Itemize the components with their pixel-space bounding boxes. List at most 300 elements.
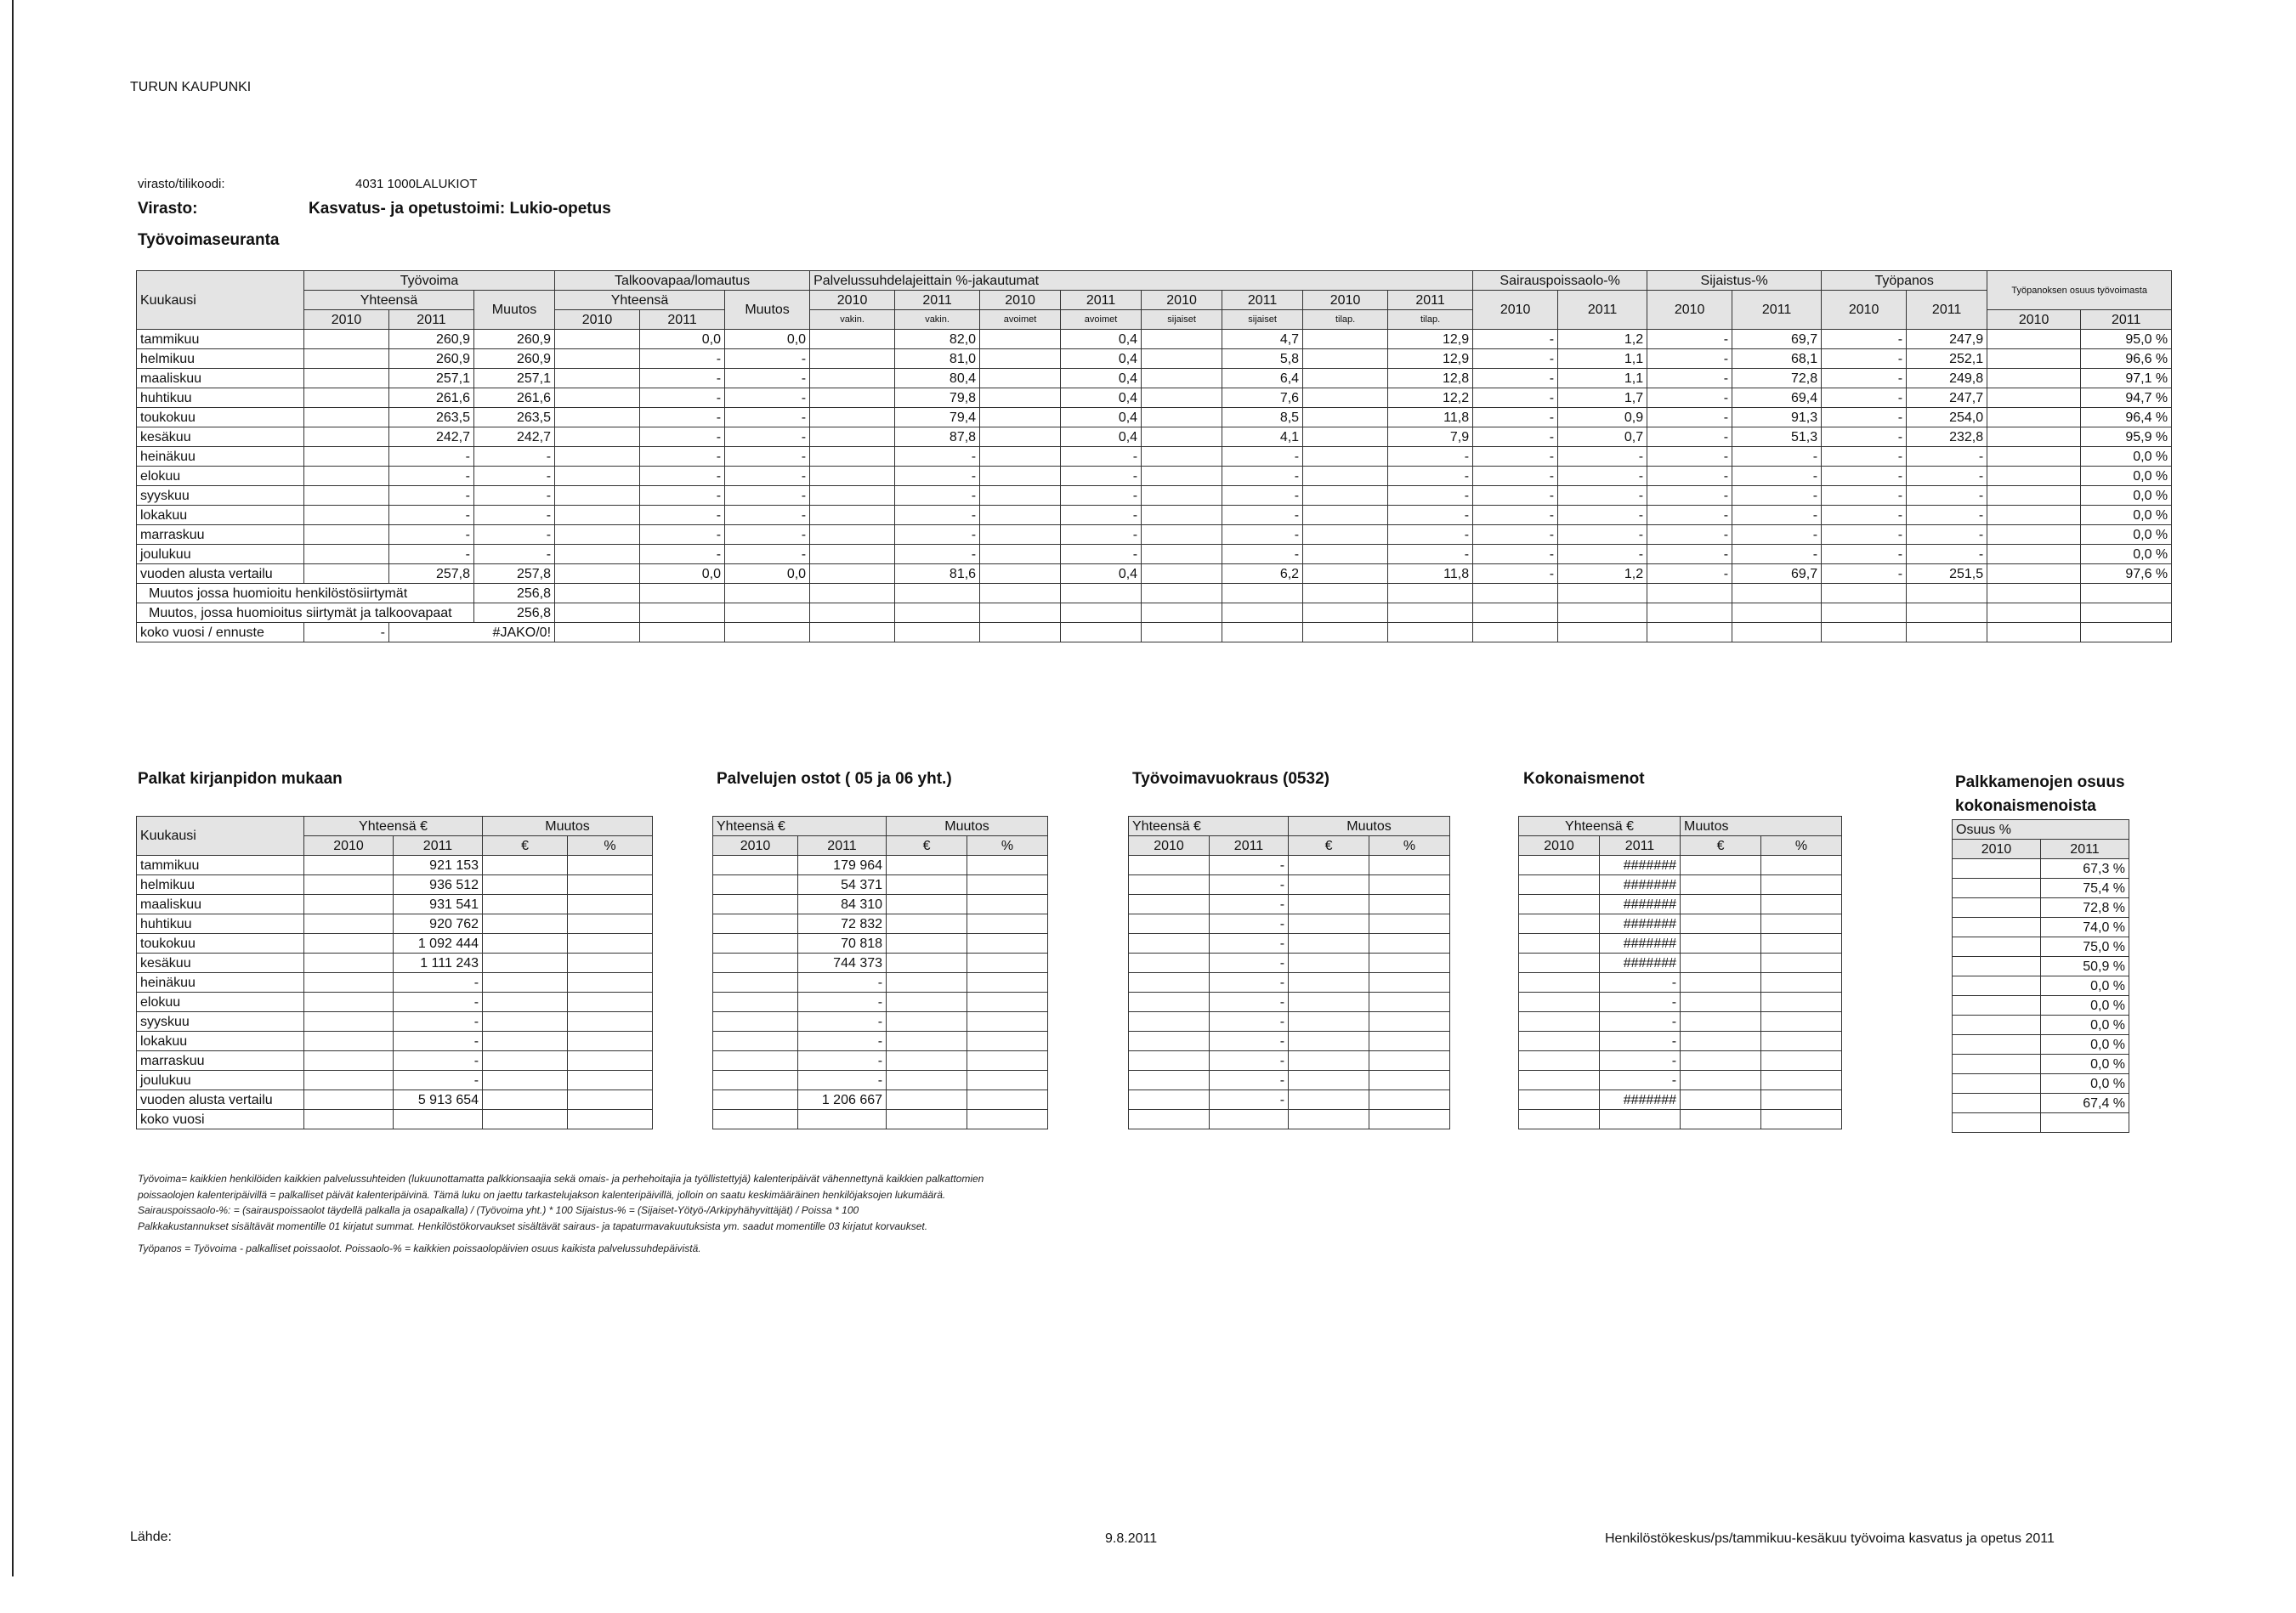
muutos-header: Muutos [887, 817, 1048, 836]
value-cell: - [1210, 993, 1289, 1012]
empty-cell [1369, 1110, 1450, 1129]
table-row [1953, 918, 2129, 937]
table-row [1129, 914, 1450, 934]
value-cell: 12,9 [1388, 349, 1473, 369]
value-cell: - [474, 506, 555, 525]
table-row [1519, 973, 1842, 993]
table-row [713, 1090, 1048, 1110]
code-value: 4031 1000LALUKIOT [355, 177, 478, 191]
note-line: Työpanos = Työvoima - palkalliset poissaolot. Poissaolo-% = kaikkien poissaolopäivien osuus kaikista palvelussuhdepäivistä. [138, 1242, 701, 1254]
empty-cell [1953, 996, 2041, 1016]
value-cell: 242,7 [474, 427, 555, 447]
empty-cell [1519, 973, 1600, 993]
empty-cell [967, 993, 1048, 1012]
table-row [713, 875, 1048, 895]
year-2011: 2011 [389, 310, 474, 330]
empty-cell [304, 1071, 394, 1090]
value-cell [1987, 349, 2081, 369]
value-cell [980, 506, 1061, 525]
value-cell: - [725, 369, 810, 388]
value-cell: 72,8 % [2041, 898, 2129, 918]
value-cell: - [1061, 506, 1142, 525]
value-cell: - [1473, 486, 1558, 506]
year-2011: 2011 [1210, 836, 1289, 856]
value-cell: - [1647, 467, 1732, 486]
value-cell: 0,4 [1061, 427, 1142, 447]
value-cell: 251,5 [1907, 564, 1987, 584]
value-cell: - [1210, 1051, 1289, 1071]
value-cell: 254,0 [1907, 408, 1987, 427]
empty-cell [1289, 973, 1369, 993]
table-row [137, 408, 2172, 427]
value-cell [304, 506, 389, 525]
empty-cell [483, 1051, 568, 1071]
empty-cell [1953, 957, 2041, 976]
value-cell: - [1210, 934, 1289, 954]
table-row [137, 447, 2172, 467]
talkoo-yhteensa-header: Yhteensä [555, 291, 725, 310]
value-cell: 0,7 [1558, 427, 1647, 447]
empty-cell [887, 1090, 967, 1110]
value-cell: - [1473, 467, 1558, 486]
value-cell: - [1210, 1090, 1289, 1110]
value-cell: - [1822, 467, 1907, 486]
empty-cell [483, 1090, 568, 1110]
value-cell: 0,0 % [2081, 525, 2172, 545]
empty-cell [304, 934, 394, 954]
month-cell: maaliskuu [137, 369, 304, 388]
value-cell: - [725, 388, 810, 408]
value-cell: 81,6 [895, 564, 980, 584]
empty-cell [967, 875, 1048, 895]
sub-avoimet: avoimet [980, 310, 1061, 330]
value-cell [980, 564, 1061, 584]
value-cell [304, 467, 389, 486]
empty-cell [725, 623, 810, 642]
value-cell: - [1473, 349, 1558, 369]
empty-cell [967, 914, 1048, 934]
table-row [713, 914, 1048, 934]
value-cell: - [1061, 525, 1142, 545]
value-cell: - [1473, 564, 1558, 584]
empty-cell [483, 856, 568, 875]
value-cell: - [1732, 486, 1822, 506]
empty-cell [713, 1051, 798, 1071]
value-cell [980, 330, 1061, 349]
empty-cell [1761, 875, 1842, 895]
month-cell: kesäkuu [137, 427, 304, 447]
osuus-pct-header: Osuus % [1953, 820, 2129, 840]
table-row [1519, 934, 1842, 954]
value-cell [1987, 330, 2081, 349]
value-cell [1303, 467, 1388, 486]
empty-cell [1907, 603, 1987, 623]
empty-cell [483, 895, 568, 914]
office-value: Kasvatus- ja opetustoimi: Lukio-opetus [309, 200, 611, 218]
pct-header: % [1761, 836, 1842, 856]
empty-cell [895, 623, 980, 642]
value-cell: 0,4 [1061, 408, 1142, 427]
empty-cell [713, 1110, 798, 1129]
value-cell: 74,0 % [2041, 918, 2129, 937]
table-row [1129, 954, 1450, 973]
value-cell: - [1647, 447, 1732, 467]
value-cell [980, 447, 1061, 467]
empty-cell [568, 875, 653, 895]
value-cell: - [798, 1012, 887, 1032]
empty-cell [967, 895, 1048, 914]
value-cell: 96,4 % [2081, 408, 2172, 427]
year-2011: 2011 [895, 291, 980, 310]
value-cell: 87,8 [895, 427, 980, 447]
table-row [137, 564, 2172, 584]
yhteensa-eur-header: Yhteensä € [1129, 817, 1289, 836]
value-cell: - [640, 506, 725, 525]
value-cell: - [1558, 506, 1647, 525]
note-line: Sairauspoissaolo-%: = (sairauspoissaolot täydellä palkalla ja osapalkalla) / (Työvoima yht.) * 100 Sijaistus-% = (Sijaiset-Yötyö-/Arkipyhähyvittäjät) / Poissa * 100 [138, 1204, 859, 1216]
table-row [137, 1071, 653, 1090]
empty-cell [1369, 954, 1450, 973]
empty-cell [713, 934, 798, 954]
value-cell: 0,0 % [2041, 976, 2129, 996]
value-cell: 257,1 [474, 369, 555, 388]
empty-cell [568, 934, 653, 954]
vuokraus-table [1128, 816, 1450, 1129]
value-cell: - [725, 408, 810, 427]
value-cell: - [389, 447, 474, 467]
summary-row [137, 623, 2172, 642]
empty-cell [640, 623, 725, 642]
table-row [137, 388, 2172, 408]
value-cell: 260,9 [474, 349, 555, 369]
value-cell: - [1558, 467, 1647, 486]
table-row [137, 545, 2172, 564]
footer-source: Lähde: [130, 1530, 172, 1544]
table-row [1953, 879, 2129, 898]
empty-cell [713, 993, 798, 1012]
empty-cell [713, 856, 798, 875]
value-cell: 84 310 [798, 895, 887, 914]
value-cell: - [895, 525, 980, 545]
value-cell: 8,5 [1222, 408, 1303, 427]
value-cell: - [725, 506, 810, 525]
value-cell: 82,0 [895, 330, 980, 349]
empty-cell [887, 1051, 967, 1071]
value-cell: 0,4 [1061, 330, 1142, 349]
value-cell: - [474, 545, 555, 564]
value-cell [810, 447, 895, 467]
empty-cell [1142, 603, 1222, 623]
month-cell: heinäkuu [137, 973, 304, 993]
empty-cell [713, 875, 798, 895]
value-cell: 4,7 [1222, 330, 1303, 349]
kuukausi-header: Kuukausi [137, 817, 304, 856]
empty-cell [304, 895, 394, 914]
empty-cell [1822, 584, 1907, 603]
empty-cell [1681, 993, 1761, 1012]
value-cell: - [394, 1032, 483, 1051]
value-cell [1987, 525, 2081, 545]
value-cell: - [1210, 895, 1289, 914]
table-row [137, 467, 2172, 486]
value-cell: 936 512 [394, 875, 483, 895]
value-cell [555, 467, 640, 486]
value-cell: ####### [1600, 875, 1681, 895]
empty-cell [1732, 603, 1822, 623]
empty-cell [1369, 1071, 1450, 1090]
table-row [137, 875, 653, 895]
empty-cell [1369, 993, 1450, 1012]
value-cell: - [1210, 1032, 1289, 1051]
empty-cell [483, 1032, 568, 1051]
empty-cell [1369, 934, 1450, 954]
year-2011: 2011 [1732, 291, 1822, 330]
value-cell [1600, 1110, 1681, 1129]
value-cell: - [1473, 408, 1558, 427]
empty-cell [1953, 1016, 2041, 1035]
value-cell: 6,4 [1222, 369, 1303, 388]
value-cell [798, 1110, 887, 1129]
value-cell: - [1222, 525, 1303, 545]
value-cell: 0,0 [725, 564, 810, 584]
value-cell: 95,0 % [2081, 330, 2172, 349]
year-2011: 2011 [2081, 310, 2172, 330]
empty-cell [1129, 1051, 1210, 1071]
value-cell [1303, 369, 1388, 388]
value-cell: - [394, 1051, 483, 1071]
value-cell [810, 427, 895, 447]
section-title: Työvoimaseuranta [138, 231, 280, 249]
saira-header: Sairauspoissaolo-% [1473, 271, 1647, 291]
table-row [713, 973, 1048, 993]
empty-cell [1681, 954, 1761, 973]
value-cell: - [640, 525, 725, 545]
value-cell: ####### [1600, 895, 1681, 914]
value-cell: ####### [1600, 1090, 1681, 1110]
value-cell: - [1210, 954, 1289, 973]
value-cell: 1,7 [1558, 388, 1647, 408]
table-row [1519, 875, 1842, 895]
value-cell [1987, 506, 2081, 525]
table-row [1129, 1012, 1450, 1032]
empty-cell [304, 1032, 394, 1051]
empty-cell [1369, 973, 1450, 993]
year-2011: 2011 [2041, 840, 2129, 859]
empty-cell [725, 584, 810, 603]
empty-cell [1953, 1055, 2041, 1074]
empty-cell [1519, 954, 1600, 973]
month-cell: marraskuu [137, 525, 304, 545]
value-cell [555, 369, 640, 388]
empty-cell [483, 914, 568, 934]
value-cell: - [1222, 506, 1303, 525]
value-cell: 261,6 [389, 388, 474, 408]
month-cell: toukokuu [137, 408, 304, 427]
value-cell: - [1822, 506, 1907, 525]
value-cell [980, 427, 1061, 447]
muutos-header: Muutos [483, 817, 653, 836]
empty-cell [555, 603, 640, 623]
value-cell: - [640, 486, 725, 506]
empty-cell [568, 1012, 653, 1032]
empty-cell [2081, 603, 2172, 623]
empty-cell [1519, 1012, 1600, 1032]
empty-cell [713, 1071, 798, 1090]
value-cell: - [1473, 330, 1558, 349]
empty-cell [1388, 603, 1473, 623]
value-cell: - [1600, 1071, 1681, 1090]
month-cell: elokuu [137, 467, 304, 486]
empty-cell [967, 1032, 1048, 1051]
value-cell: - [1647, 388, 1732, 408]
value-cell [1987, 486, 2081, 506]
value-cell: ####### [1600, 934, 1681, 954]
value-cell: ####### [1600, 856, 1681, 875]
table-row [1953, 859, 2129, 879]
value-cell: - [394, 993, 483, 1012]
value-cell: - [1647, 427, 1732, 447]
table-row [713, 934, 1048, 954]
osuus-title-1: Palkkamenojen osuus [1955, 773, 2125, 791]
value-cell [810, 408, 895, 427]
empty-cell [1369, 914, 1450, 934]
value-cell: - [640, 427, 725, 447]
empty-cell [1129, 993, 1210, 1012]
summary-label: Muutos, jossa huomioitus siirtymät ja talkoovapaat [137, 603, 474, 623]
table-row [137, 934, 653, 954]
empty-cell [1681, 1110, 1761, 1129]
value-cell [555, 545, 640, 564]
note-line: Palkkakustannukset sisältävät momentille 01 kirjatut summat. Henkilöstökorvaukset sisältävät sairaus- ja tapaturmavakuutuksista ym. saadut momentille 03 kirjatut korvaukset. [138, 1220, 928, 1232]
empty-cell [887, 954, 967, 973]
empty-cell [1761, 954, 1842, 973]
value-cell: - [474, 467, 555, 486]
pct-header: % [568, 836, 653, 856]
value-cell: 69,7 [1732, 564, 1822, 584]
year-2010: 2010 [1129, 836, 1210, 856]
value-cell: 247,7 [1907, 388, 1987, 408]
empty-cell [1822, 623, 1907, 642]
empty-cell [1289, 1032, 1369, 1051]
value-cell: - [1558, 486, 1647, 506]
value-cell: - [895, 447, 980, 467]
table-row [137, 1090, 653, 1110]
value-cell [304, 349, 389, 369]
org-name: TURUN KAUPUNKI [130, 80, 252, 94]
empty-cell [568, 954, 653, 973]
empty-cell [304, 973, 394, 993]
empty-cell [887, 1012, 967, 1032]
month-cell: tammikuu [137, 330, 304, 349]
sub-tilap: tilap. [1388, 310, 1473, 330]
value-cell [304, 545, 389, 564]
empty-cell [1681, 1032, 1761, 1051]
empty-cell [713, 1032, 798, 1051]
table-row [713, 1110, 1048, 1129]
value-cell: - [1822, 447, 1907, 467]
empty-cell [1681, 1090, 1761, 1110]
empty-cell [568, 1071, 653, 1090]
table-row [1519, 1110, 1842, 1129]
empty-cell [887, 1110, 967, 1129]
empty-cell [1519, 914, 1600, 934]
empty-cell [1761, 973, 1842, 993]
empty-cell [967, 954, 1048, 973]
value-cell: - [895, 486, 980, 506]
year-2010: 2010 [304, 310, 389, 330]
value-cell: 70 818 [798, 934, 887, 954]
value-cell [810, 525, 895, 545]
value-cell: - [1210, 973, 1289, 993]
empty-cell [1388, 584, 1473, 603]
vuokraus-title: Työvoimavuokraus (0532) [1132, 770, 1329, 788]
month-cell: koko vuosi [137, 1110, 304, 1129]
empty-cell [1519, 1032, 1600, 1051]
value-cell [1142, 486, 1222, 506]
ostot-table [712, 816, 1048, 1129]
empty-cell [1681, 875, 1761, 895]
value-cell: 0,0 [640, 330, 725, 349]
value-cell: - [640, 369, 725, 388]
empty-cell [1761, 1110, 1842, 1129]
value-cell [980, 388, 1061, 408]
value-cell: - [1822, 349, 1907, 369]
value-cell [304, 330, 389, 349]
value-cell: - [394, 1071, 483, 1090]
value-cell: - [640, 349, 725, 369]
value-cell: - [1907, 486, 1987, 506]
empty-cell [1473, 584, 1558, 603]
value-cell [1142, 447, 1222, 467]
eur-header: € [483, 836, 568, 856]
value-cell [1303, 486, 1388, 506]
year-2010: 2010 [1987, 310, 2081, 330]
month-cell: marraskuu [137, 1051, 304, 1071]
value-cell: 263,5 [389, 408, 474, 427]
value-cell: - [1732, 545, 1822, 564]
osuus-table [1952, 819, 2129, 1133]
sub-vakin: vakin. [895, 310, 980, 330]
empty-cell [1519, 856, 1600, 875]
summary-value: 256,8 [474, 584, 555, 603]
value-cell: - [1732, 447, 1822, 467]
empty-cell [967, 973, 1048, 993]
empty-cell [1681, 1051, 1761, 1071]
value-cell: - [798, 973, 887, 993]
value-cell: - [1210, 1012, 1289, 1032]
empty-cell [483, 993, 568, 1012]
value-cell [1303, 506, 1388, 525]
year-2010: 2010 [304, 836, 394, 856]
value-cell: - [1210, 914, 1289, 934]
empty-cell [568, 1032, 653, 1051]
value-cell: 81,0 [895, 349, 980, 369]
empty-cell [1061, 603, 1142, 623]
empty-cell [1822, 603, 1907, 623]
empty-cell [1369, 1051, 1450, 1071]
table-row [713, 1071, 1048, 1090]
year-2010: 2010 [1142, 291, 1222, 310]
value-cell [980, 408, 1061, 427]
value-cell: - [1907, 545, 1987, 564]
empty-cell [1289, 914, 1369, 934]
empty-cell [1953, 1035, 2041, 1055]
table-row [137, 993, 653, 1012]
value-cell: 252,1 [1907, 349, 1987, 369]
empty-cell [1388, 623, 1473, 642]
table-row [1519, 1071, 1842, 1090]
value-cell [304, 369, 389, 388]
